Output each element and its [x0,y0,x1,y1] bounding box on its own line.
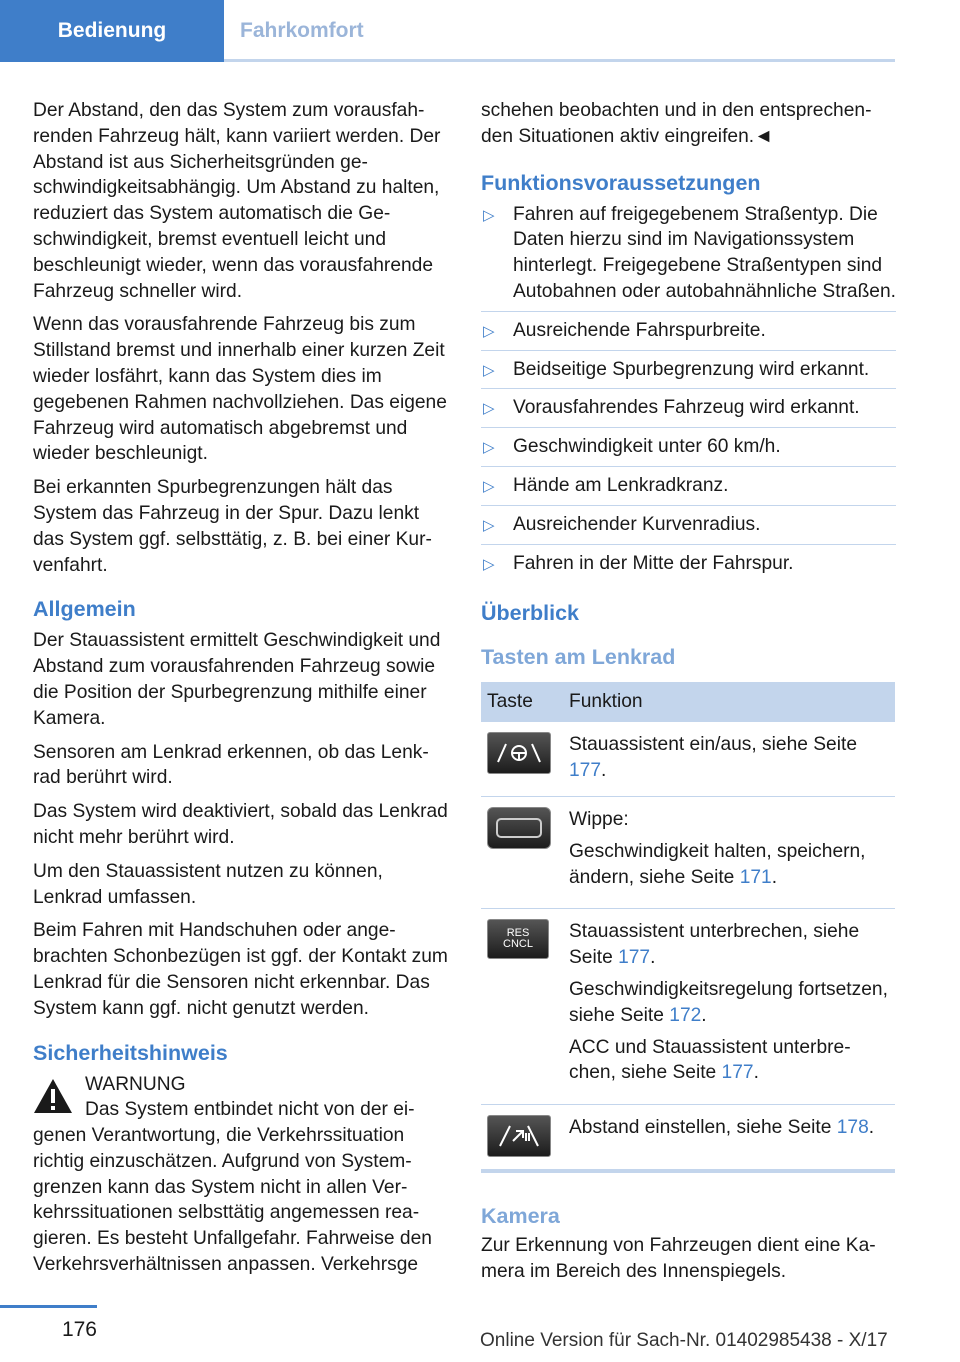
rocker-icon [487,807,551,849]
list-item: ▷ Ausreichender Kurvenradius. [481,512,896,545]
table-row: Abstand einstellen, siehe Seite 178. [481,1105,895,1172]
list-item: ▷ Ausreichende Fahrspurbreite. [481,318,896,351]
bullet-triangle-icon: ▷ [483,361,495,379]
heading-sicherheitshinweis: Sicherheitshinweis [33,1040,228,1065]
left-column [33,98,448,1286]
page-link[interactable]: 177 [618,947,651,969]
bullet-triangle-icon: ▷ [483,516,495,534]
list-item: ▷ Hände am Lenkradkranz. [481,473,896,506]
warning-block [33,1072,448,1278]
list-item: ▷ Fahren auf freigegebenem Straßentyp. Die Daten hierzu sind im Navigationssystem hinterlegt. Freigegebene Straßentypen sind Autobahnen oder autobahnähnliche Straßen. [481,202,896,312]
bullet-triangle-icon: ▷ [483,400,495,418]
bullet-triangle-icon: ▷ [483,477,495,495]
keys-table [481,682,895,1173]
paragraph: Beim Fahren mit Handschuhen oder angebrachten Schonbezügen ist ggf. der Kontakt zum Lenkrad für die Sensoren nicht erkennbar. Das System kann ggf. nicht genutzt werden. [33,920,448,1019]
requirements-list [481,202,896,583]
table-row: RES CNCL Stauassistent unterbrechen, siehe Seite 177. Geschwindigkeitsregelung fortsetzen, siehe Seite 172. ACC und Stauassistent unterbrechen, siehe Seite 177. [481,909,895,1105]
list-item: ▷ Geschwindigkeit unter 60 km/h. [481,434,896,467]
paragraph: Wenn das vorausfahrende Fahrzeug bis zum Stillstand bremst und innerhalb einer kurzen Zeit wieder losfährt, kann das System dies im gegebenen Rahmen nachvollziehen. Das eigene Fahrzeug wird automatisch abgebremst und wieder beschleunigt. [33,314,447,465]
warning-icon [33,1078,73,1114]
warning-text: Das System entbindet nicht von der eigenen Verantwortung, die Verkehrssituation richtig einzuschätzen. Aufgrund von Systemgrenzen kann das System nicht in allen Verkehrssituationen selbsttätig angemessen reagieren. Es besteht Unfallgefahr. Fahrweise den Verkehrsverhältnissen anpassen. Verkehrsge [33,1099,432,1276]
warning-label: WARNUNG [85,1073,186,1095]
bullet-triangle-icon: ▷ [483,322,495,340]
page-link[interactable]: 172 [669,1004,702,1026]
paragraph: Das System wird deaktiviert, sobald das Lenkrad nicht mehr berührt wird. [33,801,448,848]
paragraph: schehen beobachten und in den entsprechenden Situationen aktiv eingreifen.◄ [481,100,872,147]
res-cncl-key: RES CNCL [487,919,549,959]
bullet-triangle-icon: ▷ [483,439,495,457]
heading-tasten-am-lenkrad: Tasten am Lenkrad [481,645,676,670]
heading-funktionsvoraussetzungen: Funktionsvoraussetzungen [481,170,761,195]
distance-icon [487,1115,551,1157]
column-header-funktion: Funktion [563,682,895,722]
heading-allgemein: Allgemein [33,597,136,622]
page-link[interactable]: 178 [836,1117,869,1139]
paragraph: Der Abstand, den das System zum vorausfahrenden Fahrzeug hält, kann variiert werden. Der Abstand ist aus Sicherheitsgründen geschwindigkeitsabhängig. Um Abstand zu halten, reduziert das System automatisch die Geschwindigkeit, bremst eventuell leicht und beschleunigt wieder, wenn das vorausfahrende Fahrzeug schneller wird. [33,100,441,302]
lane-assist-icon [487,732,551,774]
table-row: Wippe: Geschwindigkeit halten, speichern, ändern, siehe Seite 171. [481,796,895,908]
list-item: ▷ Fahren in der Mitte der Fahrspur. [481,551,896,583]
page-link[interactable]: 171 [739,866,772,888]
footer-text: Online Version für Sach-Nr. 01402985438 - X/17 [480,1330,888,1351]
right-column [481,98,896,1293]
bullet-triangle-icon: ▷ [483,555,495,573]
heading-kamera: Kamera [481,1204,560,1229]
page-link[interactable]: 177 [721,1062,754,1084]
tab-bedienung[interactable]: Bedienung [0,0,224,62]
header-bar [0,0,895,62]
page-link[interactable]: 177 [569,760,602,782]
list-item: ▷ Vorausfahrendes Fahrzeug wird erkannt. [481,395,896,428]
paragraph: Um den Stauassistent nutzen zu können, Lenkrad umfassen. [33,860,383,908]
paragraph: Sensoren am Lenkrad erkennen, ob das Lenkrad berührt wird. [33,741,429,789]
paragraph: Bei erkannten Spurbegrenzungen hält das System das Fahrzeug in der Spur. Dazu lenkt das System ggf. selbsttätig, z. B. bei einer Kurvenfahrt. [33,477,432,576]
heading-ueberblick: Überblick [481,601,579,626]
tab-fahrkomfort[interactable]: Fahrkomfort [240,19,364,42]
table-row: Stauassistent ein/aus, siehe Seite 177. [481,722,895,796]
bullet-triangle-icon: ▷ [483,206,495,224]
list-item: ▷ Beidseitige Spurbegrenzung wird erkannt. [481,357,896,390]
paragraph: Zur Erkennung von Fahrzeugen dient eine Kamera im Bereich des Innenspiegels. [481,1235,876,1282]
column-header-taste: Taste [481,682,563,722]
paragraph: Der Stauassistent ermittelt Geschwindigkeit und Abstand zum vorausfahrenden Fahrzeug sowie die Position der Spurbegrenzung mithilfe einer Kamera. [33,630,441,729]
table-header-row [481,682,895,722]
page-number: 176 [0,1305,97,1342]
